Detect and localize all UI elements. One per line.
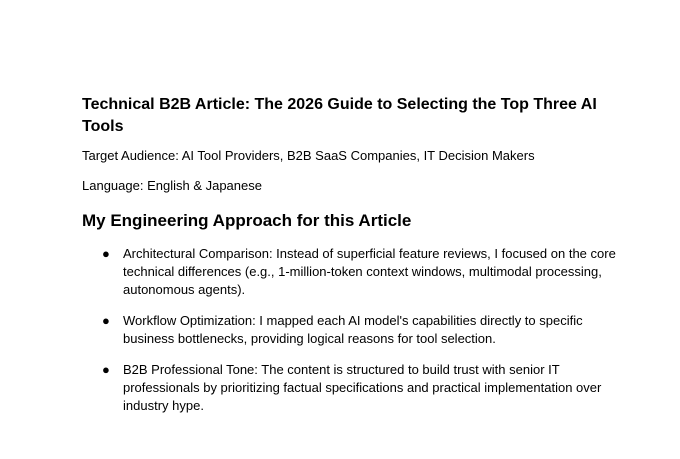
language-line: Language: English & Japanese: [82, 178, 262, 193]
list-item-text: Workflow Optimization: I mapped each AI model's capabilities directly to specific business bottlenecks, providing logical reasons for tool selection.: [123, 313, 583, 346]
list-item: [82, 361, 622, 415]
bullet-icon: ●: [102, 362, 110, 377]
bullet-icon: ●: [102, 313, 110, 328]
list-item-text: B2B Professional Tone: The content is structured to build trust with senior IT professionals by prioritizing factual specifications and practical implementation over industry hype.: [123, 362, 602, 413]
approach-list: [82, 245, 622, 415]
section-heading: My Engineering Approach for this Article: [82, 211, 412, 230]
list-item: [82, 312, 622, 348]
document-page: [82, 94, 622, 428]
document-title: Technical B2B Article: The 2026 Guide to Selecting the Top Three AI Tools: [82, 96, 597, 135]
target-audience-line: Target Audience: AI Tool Providers, B2B SaaS Companies, IT Decision Makers: [82, 148, 535, 163]
list-item: [82, 245, 622, 299]
bullet-icon: ●: [102, 246, 110, 261]
list-item-text: Architectural Comparison: Instead of superficial feature reviews, I focused on the core technical differences (e.g., 1-million-token context windows, multimodal processing, autonomous agents).: [123, 246, 616, 297]
